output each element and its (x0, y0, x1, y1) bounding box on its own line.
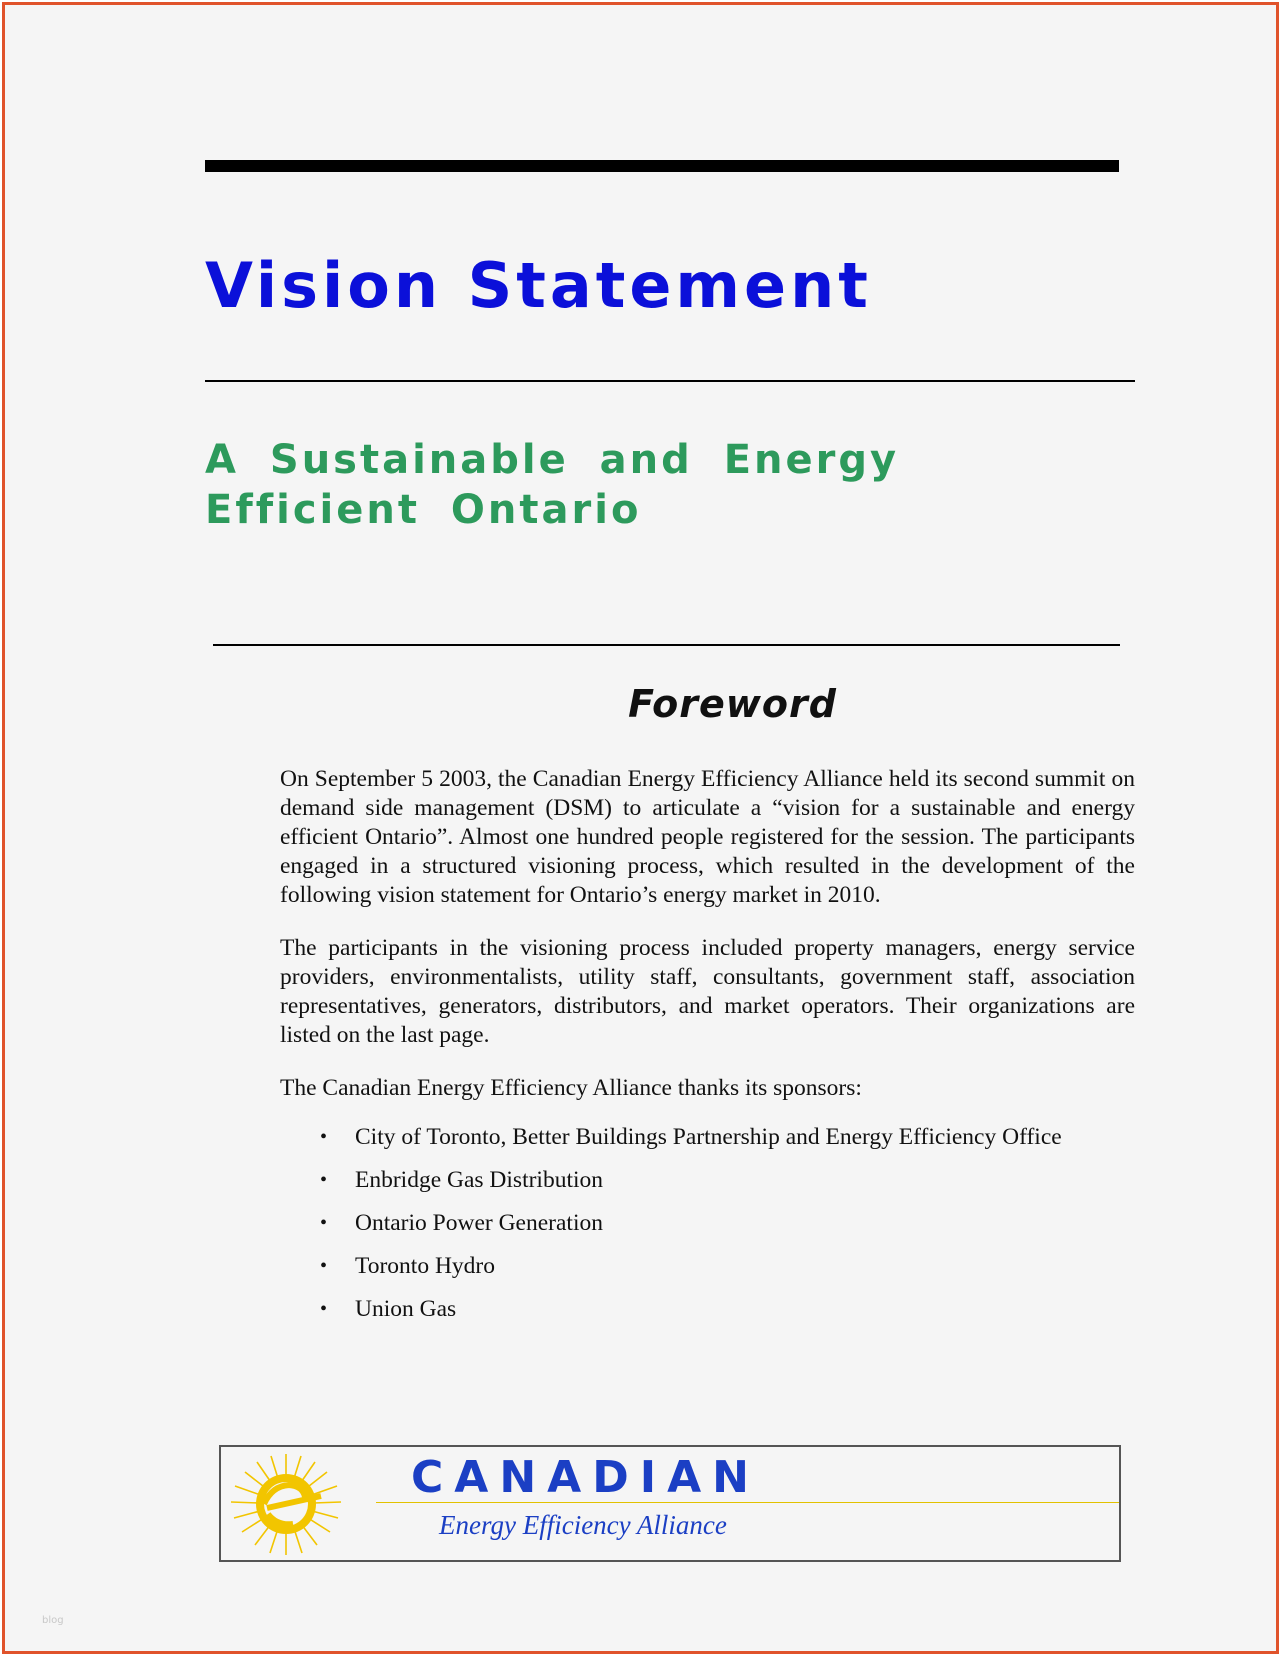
list-item (280, 1166, 1135, 1209)
sponsor-name: Union Gas (355, 1296, 457, 1322)
page-title: Vision Statement (205, 249, 872, 322)
bullet-icon: • (320, 1126, 328, 1148)
section-divider (213, 644, 1120, 646)
list-item (280, 1295, 1135, 1338)
sponsor-name: City of Toronto, Better Buildings Partnership and Energy Efficiency Office (355, 1124, 1062, 1150)
bullet-icon: • (320, 1212, 328, 1234)
sponsors-intro: The Canadian Energy Efficiency Alliance thanks its sponsors: (280, 1075, 862, 1101)
page-subtitle: A Sustainable and Energy Efficient Ontario (205, 437, 900, 533)
sponsor-list (280, 1123, 1135, 1338)
list-item (280, 1209, 1135, 1252)
sponsor-name: Ontario Power Generation (355, 1210, 603, 1236)
page (2, 2, 1279, 1654)
foreword-heading: Foreword (628, 682, 837, 726)
foreword-body (280, 765, 1135, 1338)
sponsor-name: Enbridge Gas Distribution (355, 1167, 604, 1193)
list-item (280, 1252, 1135, 1295)
alliance-logo (219, 1445, 1121, 1562)
watermark: blog (42, 1615, 64, 1626)
bullet-icon: • (320, 1298, 328, 1320)
logo-name: CANADIAN (411, 1452, 760, 1503)
logo-tagline: Energy Efficiency Alliance (439, 1510, 727, 1540)
bullet-icon: • (320, 1255, 328, 1277)
paragraph: The participants in the visioning process included property managers, energy service providers, environmentalists, utility staff, consultants, government staff, association representatives, generators, distributors, and market operators. Their organizations are listed on the last page. (280, 935, 1135, 1048)
sun-e-icon (227, 1452, 345, 1556)
bullet-icon: • (320, 1169, 328, 1191)
list-item (280, 1123, 1135, 1166)
sponsor-name: Toronto Hydro (355, 1253, 495, 1279)
header-thick-rule (205, 160, 1119, 172)
title-divider (205, 380, 1135, 382)
paragraph: On September 5 2003, the Canadian Energy Efficiency Alliance held its second summit on demand side management (DSM) to articulate a “vision for a sustainable and energy efficient Ontario”. Almost one hundred people registered for the session. The participants engaged in a structured visioning process, which resulted in the development of the following vision statement for Ontario’s energy market in 2010. (280, 766, 1135, 908)
